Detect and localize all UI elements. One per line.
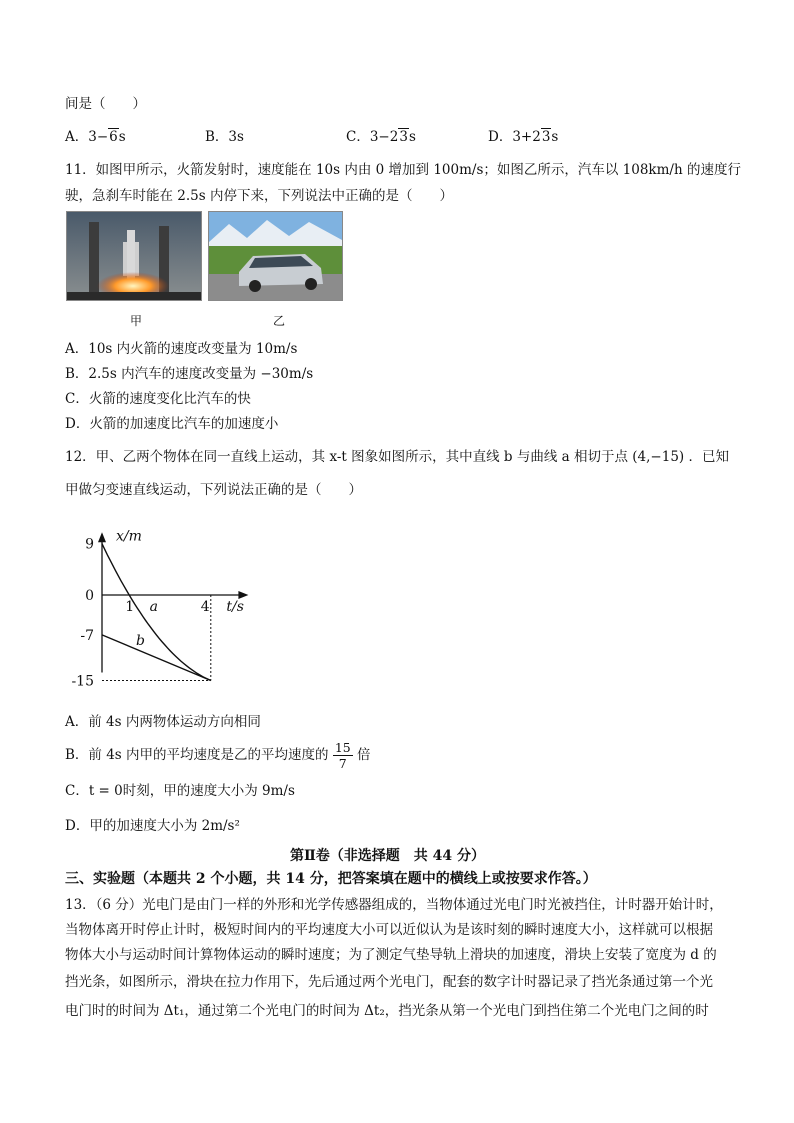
q11-stem-line1: 11．如图甲所示，火箭发射时，速度能在 10s 内由 0 增加到 100m/s；如图乙所示，汽车以 108km/h 的速度行 <box>65 162 741 178</box>
x-axis-title: t/s <box>226 599 244 615</box>
q11-option-c: C．火箭的速度变化比汽车的快 <box>65 391 251 407</box>
q12-option-b: B．前 4s 内甲的平均速度是乙的平均速度的 $\frac{15}{7}$ 倍 <box>65 740 371 771</box>
q10-option-c: C．3−23s <box>346 129 416 145</box>
q11-option-a: A．10s 内火箭的速度改变量为 10m/s <box>65 341 298 357</box>
caption-jia: 甲 <box>130 314 143 328</box>
x-tick-1: 4 <box>200 599 210 615</box>
q13-line2: 当物体离开时停止计时，极短时间内的平均速度大小可以近似认为是该时刻的瞬时速度大小，这样就可以根据 <box>65 922 713 938</box>
q11-stem-line2: 驶，急刹车时能在 2.5s 内停下来，下列说法中正确的是（ ） <box>65 188 453 204</box>
rocket-launch-photo <box>66 211 202 301</box>
q13-line1: 13．（6 分）光电门是由门一样的外形和光学传感器组成的，当物体通过光电门时光被挡住，计时器开始计时， <box>65 897 723 913</box>
q12-option-a: A．前 4s 内两物体运动方向相同 <box>65 714 261 730</box>
y-tick-2: -7 <box>80 627 94 644</box>
q13-line4: 挡光条，如图所示，滑块在拉力作用下，先后通过两个光电门，配套的数字计时器记录了挡光条通过第一个光 <box>65 974 713 990</box>
q10-tail: 间是（ ） <box>65 96 146 112</box>
q13-line5: 电门时的时间为 Δt₁，通过第二个光电门的时间为 Δt₂，挡光条从第一个光电门到挡住第二个光电门之间的时 <box>65 1003 709 1019</box>
q12-option-d: D．甲的加速度大小为 2m/s² <box>65 818 240 834</box>
q13-line3: 物体大小与运动时间计算物体运动的瞬时速度；为了测定气垫导轨上滑块的加速度，滑块上安装了宽度为 d 的 <box>65 947 717 963</box>
y-axis-arrow <box>98 532 106 542</box>
q10-option-d: D．3+23s <box>488 129 559 145</box>
q10-option-a: A．3−6s <box>65 129 126 145</box>
y-tick-3: -15 <box>71 673 94 690</box>
series-b-line <box>102 635 211 681</box>
q12-stem-line1: 12．甲、乙两个物体在同一直线上运动，其 x-t 图象如图所示，其中直线 b 与曲线 a 相切于点 (4,−15) ．已知 <box>65 449 729 465</box>
q10-option-b: B．3s <box>205 129 244 145</box>
caption-yi: 乙 <box>273 314 286 328</box>
x-tick-0: 1 <box>125 599 135 615</box>
series-a-label: a <box>149 598 158 615</box>
car-photo <box>208 211 343 301</box>
q11-option-d: D．火箭的加速度比汽车的加速度小 <box>65 416 279 432</box>
xt-graph <box>60 505 270 700</box>
q11-option-b: B．2.5s 内汽车的速度改变量为 −30m/s <box>65 366 314 382</box>
section-title: 第Ⅱ卷（非选择题 共 44 分） <box>290 848 486 864</box>
section-heading: 三、实验题（本题共 2 个小题，共 14 分，把答案填在题中的横线上或按要求作答。） <box>65 871 597 887</box>
y-tick-1: 0 <box>85 588 94 604</box>
series-b-label: b <box>136 633 145 650</box>
y-tick-0: 9 <box>85 536 94 553</box>
y-axis-title: x/m <box>116 528 142 545</box>
q12-option-c: C．t = 0时刻，甲的速度大小为 9m/s <box>65 783 295 799</box>
q12-stem-line2: 甲做匀变速直线运动，下列说法正确的是（ ） <box>65 482 362 498</box>
x-axis-arrow <box>238 591 248 599</box>
